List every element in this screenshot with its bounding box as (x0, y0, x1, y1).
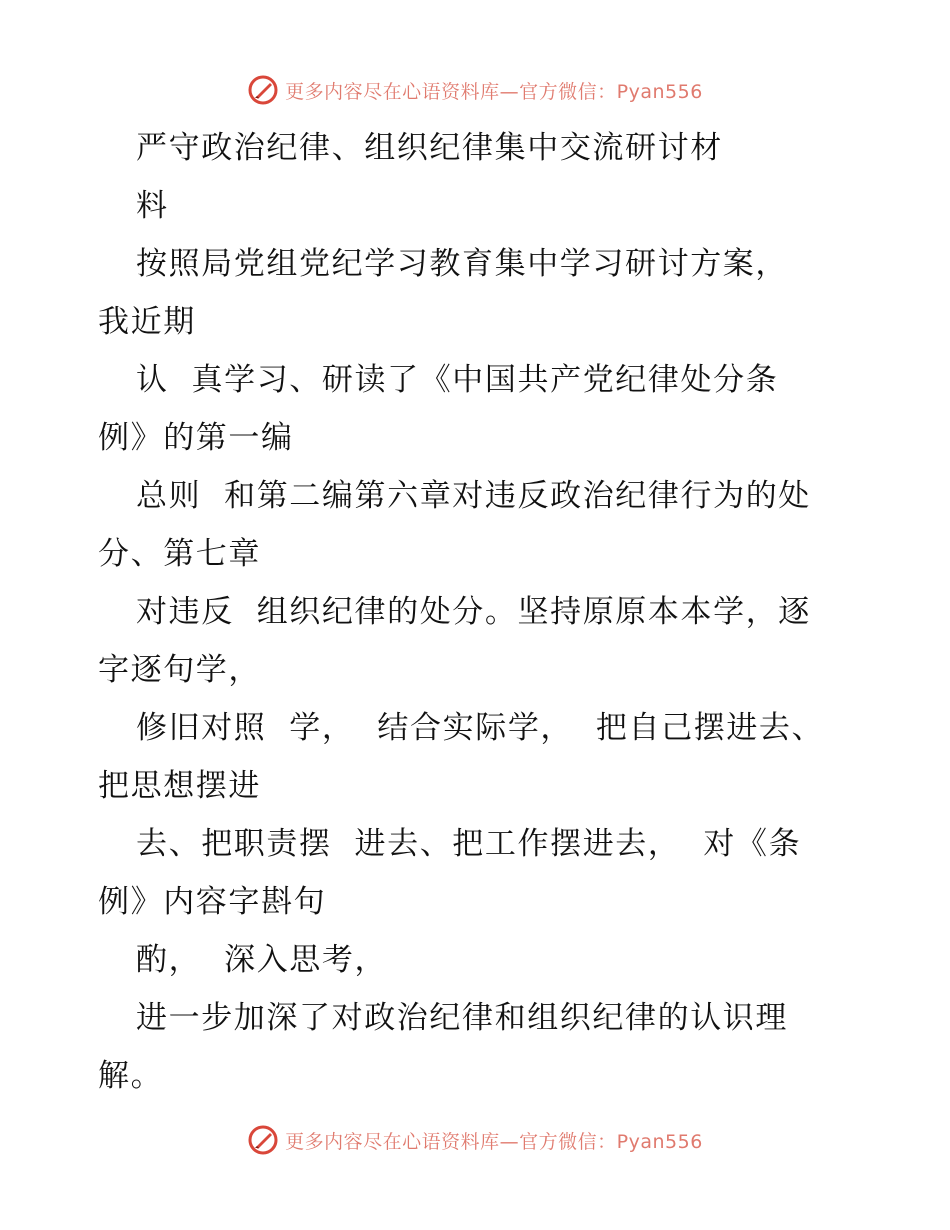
watermark-text: 更多内容尽在心语资料库—官方微信：Pyan556 (285, 80, 703, 103)
text-line: 去、把职责摆 进去、把工作摆进去， 对《条 (136, 826, 802, 862)
text-line: 进一步加深了对政治纪律和组织纪律的认识理 (136, 1000, 788, 1036)
text-line: 对违反 组织纪律的处分。坚持原原本本学，逐 (136, 594, 811, 630)
text-line: 例》内容字斟句 (98, 884, 327, 920)
text-line: 修旧对照 学， 结合实际学， 把自己摆进去、 (136, 710, 825, 746)
text-line: 把思想摆进 (98, 768, 261, 804)
text-line: 酌， 深入思考， (136, 942, 388, 978)
text-line: 按照局党组党纪学习教育集中学习研讨方案， (136, 246, 788, 282)
text-line: 我近期 (98, 304, 196, 340)
watermark-footer (0, 1120, 950, 1160)
text-line: 字逐句学， (98, 652, 261, 688)
text-line: 分、第七章 (98, 536, 261, 572)
text-line: 例》的第一编 (98, 420, 294, 456)
text-line: 总则 和第二编第六章对违反政治纪律行为的处 (136, 478, 811, 514)
text-line: 认 真学习、研读了《中国共产党纪律处分条 (136, 362, 779, 398)
text-line: 料 (136, 188, 169, 224)
quill-logo-icon (247, 1124, 279, 1156)
watermark-text: 更多内容尽在心语资料库—官方微信：Pyan556 (285, 1130, 703, 1153)
text-line: 解。 (98, 1058, 164, 1094)
text-line: 严守政治纪律、组织纪律集中交流研讨材 (136, 130, 723, 166)
